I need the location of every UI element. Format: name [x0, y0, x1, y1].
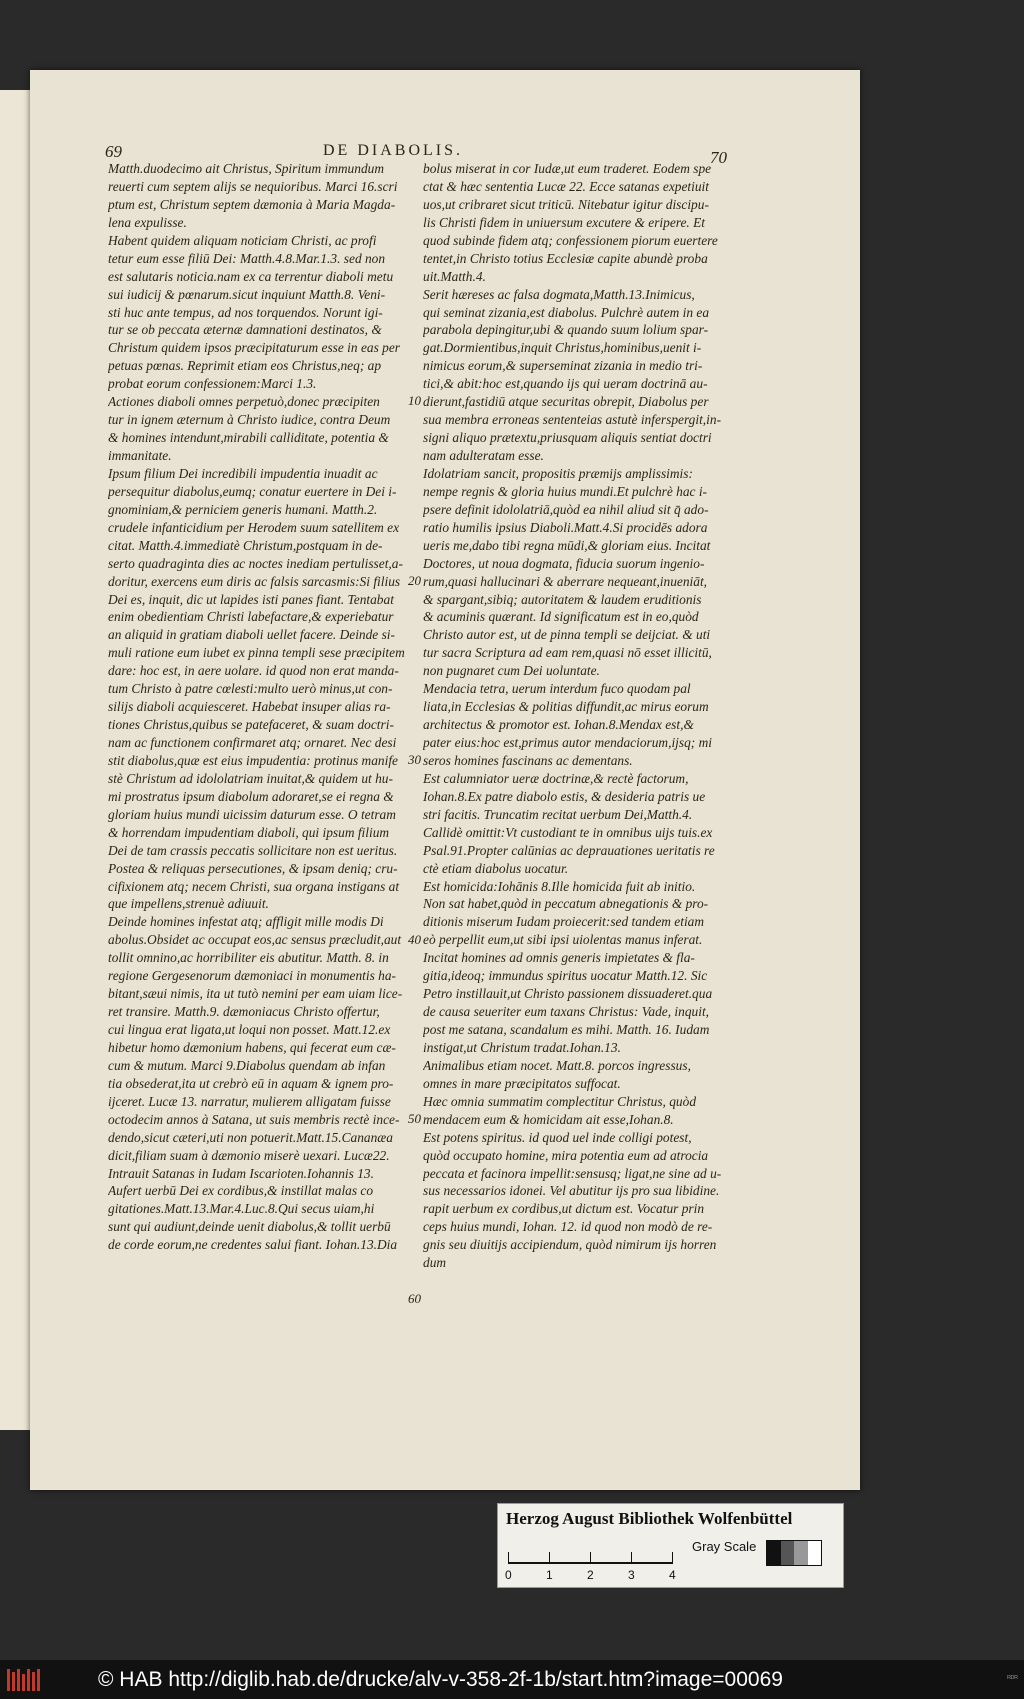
text-line: non pugnaret cum Dei uoluntate. [423, 663, 600, 679]
text-line: stè Christum ad idololatriam inuitat,& quidem ut hu- [108, 770, 393, 786]
text-line: liata,in Ecclesias & politias diffundit,ac mirus eorum [423, 699, 709, 715]
text-line: Doctores, ut noua dogmata, fiducia suorum ingenio- [423, 555, 705, 571]
text-line: Ipsum filium Dei incredibili impudentia inuadit ac [108, 465, 378, 481]
text-line: ratio humilis ipsius Diaboli.Matt.4.Si procidēs adora [423, 519, 708, 535]
text-column-right [423, 160, 723, 1272]
text-line: Psal.91.Propter calūnias ac deprauationes ueritatis re [423, 842, 715, 858]
text-line: Deinde homines infestat atq; affligit mille modis Di [108, 914, 384, 930]
scale-tick [549, 1552, 550, 1564]
text-line: gloriam huius mundi uicissim daturum esse. O tetram [108, 806, 396, 822]
text-line: Intrauit Satanas in Iudam Iscarioten.Iohannis 13. [108, 1165, 374, 1181]
text-line: nempe regnis & gloria huius mundi.Et pulchrè hac i- [423, 483, 708, 499]
text-line: Est potens spiritus. id quod uel inde colligi potest, [423, 1129, 692, 1145]
text-line: parabola depingitur,ubi & quando suum lolium spar- [423, 322, 709, 338]
text-line: rum,quasi hallucinari & aberrare nequeant,inueniāt, [423, 573, 708, 589]
text-line: dicit,filiam suam à dæmonio miserè uexari. Lucæ22. [108, 1147, 390, 1163]
text-line: Dei es, inquit, dic ut lapides isti panes fiant. Tentabat [108, 591, 394, 607]
margin-line-number: 10 [408, 393, 421, 408]
hab-logo-icon [4, 1666, 46, 1694]
text-line: Callidè omittit:Vt custodiant te in omnibus uijs tuis.ex [423, 824, 713, 840]
text-line: dendo,sicut cæteri,uti non potuerit.Matt.15.Cananæa [108, 1129, 393, 1145]
scale-label: 2 [587, 1568, 594, 1582]
margin-line-number: 30 [408, 752, 421, 767]
text-line: mi prostratus ipsum diabolum adoraret,se ei regna & [108, 788, 394, 804]
text-line: sua membra erroneas sententeias astutè inferspergit,in- [423, 412, 722, 428]
text-line: tiones Christus,quibus se patefaceret, & suam doctri- [108, 717, 394, 733]
color-calibration-card [497, 1503, 844, 1588]
gray-scale-label: Gray Scale [692, 1539, 757, 1554]
scale-tick [590, 1552, 591, 1564]
text-line: enim obedientiam Christi labefactare,& experiebatur [108, 609, 394, 625]
text-line: ceps huius mundi, Iohan. 12. id quod non modò de re- [423, 1219, 713, 1235]
text-line: bolus miserat in cor Iudæ,ut eum traderet. Eodem spe [423, 161, 712, 176]
text-line: de corde eorum,ne credentes salui fiant. Iohan.13.Dia [108, 1237, 398, 1253]
text-line: tur in ignem æternum à Christo iudice, contra Deum [108, 412, 391, 428]
scale-label: 1 [546, 1568, 553, 1582]
text-line: tur se ob peccata æternæ damnationi destinatos, & [108, 322, 382, 338]
footer-mark: ᴿᴰᴿ [1007, 1674, 1018, 1683]
footer-url[interactable]: © HAB http://diglib.hab.de/drucke/alv-v-358-2f-1b/start.htm?image=00069 [98, 1668, 783, 1691]
margin-line-number: 40 [408, 932, 421, 947]
gray-scale-swatch [766, 1540, 822, 1566]
text-line: & acuminis quærant. Id significatum est in eo,quòd [423, 609, 699, 625]
text-line: ptum est, Christum septem dæmonia à Maria Magda- [108, 196, 396, 212]
text-line: gnis seu diuitijs accipiendum, quòd nimirum ijs horren [423, 1237, 717, 1253]
text-line: gitia,ideoq; immundus spiritus uocatur Matth.12. Sic [423, 968, 708, 984]
footer-bar [0, 1660, 1024, 1699]
text-line: signi aliquo prætextu,priusquam aliquis sentiat doctri [423, 430, 712, 446]
text-line: Aufert uerbū Dei ex cordibus,& instillat malas co [108, 1183, 374, 1199]
text-line: omnes in mare præcipitatos suffocat. [423, 1075, 621, 1091]
text-line: gitationes.Matt.13.Mar.4.Luc.8.Qui secus uiam,hi [108, 1201, 375, 1217]
text-line: serto quadraginta dies ac noctes inediam pertulisset,a- [108, 555, 403, 571]
text-line: Christo autor est, ut de pinna templi se deijciat. & uti [423, 627, 711, 643]
text-line: Christum quidem ipsos præcipitaturum esse in eas per [108, 340, 400, 356]
text-line: Est calumniator ueræ doctrinæ,& rectè factorum, [423, 770, 689, 786]
card-title: Herzog August Bibliothek Wolfenbüttel [506, 1509, 793, 1528]
text-line: Incitat homines ad omnis generis impietates & fla- [423, 950, 695, 966]
text-line: instigat,ut Christum tradat.Iohan.13. [423, 1039, 621, 1055]
text-line: uit.Matth.4. [423, 268, 486, 284]
text-line: ctat & hæc sententia Lucæ 22. Ecce satanas expetiuit [423, 178, 709, 194]
text-line: tentet,in Christo totius Ecclesiæ capite abundè proba [423, 250, 708, 266]
text-line: cui lingua erat ligata,ut loqui non posset. Matt.12.ex [108, 1022, 391, 1037]
text-line: peccata et facinora impellit:sensusq; ligat,ne sine ad u- [423, 1165, 722, 1181]
text-line: Mendacia tetra, uerum interdum fuco quodam pal [423, 681, 691, 697]
text-line: lena expulisse. [108, 214, 187, 230]
text-line: crudele infanticidium per Herodem suum satellitem ex [108, 519, 400, 535]
text-line: quod subinde fidem atq; confessionem piorum euertere [423, 232, 718, 248]
text-line: & horrendam impudentiam diaboli, qui ipsum filium [108, 824, 390, 840]
scale-label: 4 [669, 1568, 676, 1582]
text-line: sunt qui audiunt,deinde uenit diabolus,& tollit uerbū [108, 1219, 391, 1235]
text-line: muli ratione eum iubet ex pinna templi sese præcipitem [108, 645, 405, 661]
text-line: mendacem eum & homicidam ait esse,Iohan.8. [423, 1111, 674, 1127]
text-line: pater eius:hoc est,primus autor mendaciorum,ijsq; mi [423, 735, 712, 750]
text-line: ret transire. Matth.9. dæmoniacus Christo offertur, [108, 1004, 380, 1020]
text-line: architectus & promotor est. Iohan.8.Mendax est,& [423, 717, 694, 733]
text-line: lis Christi fidem in uniuersum excutere & eripere. Et [423, 214, 706, 230]
text-line: persequitur diabolus,eumq; conatur euertere in Dei i- [108, 483, 397, 499]
text-line: Animalibus etiam nocet. Matt.8. porcos ingressus, [423, 1057, 691, 1073]
text-line: de causa seueriter eum taxans Christus: Vade, inquit, [423, 1004, 710, 1020]
scale-tick [672, 1552, 673, 1564]
text-line: Non sat habet,quòd in peccatum abnegationis & pro- [423, 896, 709, 912]
text-line: dierunt,fastidiū atque securitas obrepit, Diabolus per [423, 394, 709, 410]
text-line: Dei de tam crassis peccatis sollicitare non est ueritus. [108, 842, 398, 858]
text-line: stit diabolus,quæ est eius impudentia: protinus manife [108, 752, 399, 768]
text-line: dum [423, 1255, 447, 1271]
text-line: Hæc omnia summatim complectitur Christus, quòd [423, 1093, 697, 1109]
text-line: Idolatriam sancit, propositis præmijs amplissimis: [423, 465, 693, 481]
text-line: immanitate. [108, 448, 172, 463]
text-line: stri facitis. Truncatim recitat uerbum Dei,Matth.4. [423, 806, 693, 822]
text-line: post me satana, scandalum es mihi. Matth. 16. Iudam [423, 1022, 710, 1037]
page-number-right: 70 [710, 148, 727, 167]
facing-page-edge [0, 90, 30, 1430]
text-line: nimicus eorum,& superseminat zizania in medio tri- [423, 358, 703, 374]
text-line: regione Gergesenorum dæmoniaci in monumentis ha- [108, 968, 396, 984]
text-line: & spargant,sibiq; autoritatem & laudem eruditionis [423, 591, 702, 607]
text-line: Habent quidem aliquam noticiam Christi, ac profi [108, 232, 377, 248]
text-line: tur sacra Scriptura ad eam rem,quasi nō esset illicitū, [423, 645, 712, 661]
text-line: eò perpellit eum,ut sibi ipsi uiolentas manus inferat. [423, 932, 703, 948]
text-line: sui iudicij & pœnarum.sicut inquiunt Matth.8. Veni- [108, 286, 386, 302]
text-line: tollit omnino,ac horribiliter eis abutitur. Matth. 8. in [108, 950, 389, 966]
text-line: tici,& abit:hoc est,quando ijs qui ueram doctrinā au- [423, 376, 708, 392]
text-line: tetur eum esse filiū Dei: Matth.4.8.Mar.1.3. sed non [108, 250, 386, 266]
text-line: uos,ut cribraret sicut triticū. Nitebatur igitur discipu- [423, 196, 709, 212]
text-line: quòd occupato homine, mira potentia eum ad atrocia [423, 1147, 709, 1163]
text-line: petuas pœnas. Reprimit etiam eos Christus,neq; ap [108, 358, 382, 374]
text-line: reuerti cum septem alijs se nequioribus. Marci 16.scri [108, 178, 398, 194]
text-line: seros homines fascinans ac dementans. [423, 752, 633, 768]
text-line: Serit hæreses ac falsa dogmata,Matth.13.Inimicus, [423, 286, 695, 302]
text-line: gat.Dormientibus,inquit Christus,hominibus,uenit i- [423, 340, 702, 356]
text-line: tia obsederat,ita ut crebrò eū in aquam & ignem pro- [108, 1075, 394, 1091]
text-line: rapit uerbum ex cordibus,ut dictum est. Vocatur prin [423, 1201, 705, 1217]
text-line: bitant,sæui nimis, ita ut tutò nemini per eam uiam lice- [108, 986, 403, 1002]
scale-label: 3 [628, 1568, 635, 1582]
text-line: cum & mutum. Marci 9.Diabolus quendam ab infan [108, 1057, 386, 1073]
text-line: psere definit idololatriā,quòd ea nihil aliud sit q̄ ado- [423, 501, 709, 517]
text-column-left [108, 160, 408, 1254]
scale-label: 0 [505, 1568, 512, 1582]
margin-line-number: 60 [408, 1291, 421, 1306]
text-line: & homines intendunt,mirabili calliditate, potentia & [108, 430, 389, 446]
text-line: Matth.duodecimo ait Christus, Spiritum immundum [108, 161, 384, 176]
text-line: ueris me,dabo tibi regna mūdi,& gloriam eius. Incitat [423, 537, 711, 553]
page-number-left: 69 [105, 142, 122, 161]
text-line: citat. Matth.4.immediatè Christum,postquam in de- [108, 537, 383, 553]
text-line: cifixionem atq; necem Christi, sua organa instigans at [108, 878, 400, 894]
text-line: que impellens,strenuè adiuuit. [108, 896, 269, 912]
text-line: Postea & reliquas persecutiones, & ipsam deniq; cru- [108, 860, 398, 876]
text-line: nam ac functionem confirmaret atq; ornaret. Nec desi [108, 735, 397, 750]
scale-tick [508, 1552, 509, 1564]
text-line: hibetur homo dæmonium habens, qui fecerat eum cæ- [108, 1039, 396, 1055]
text-line: nam adulteratam esse. [423, 448, 544, 463]
text-line: sus necessarios idonei. Vel abutitur ijs pro sua libidine. [423, 1183, 720, 1199]
text-line: est salutaris noticia.nam ex ca terrentur diaboli metu [108, 268, 394, 284]
text-line: ijceret. Lucæ 13. narratur, mulierem alligatam fuisse [108, 1093, 391, 1109]
text-line: octodecim annos à Satana, ut suis membris rectè ince- [108, 1111, 400, 1127]
text-line: dare: hoc est, in aere uolare. id quod non erat manda- [108, 663, 399, 679]
text-line: abolus.Obsidet ac occupat eos,ac sensus præcludit,aut [108, 932, 402, 948]
text-line: ditionis miserum Iudam proiecerit:sed tandem etiam [423, 914, 705, 930]
margin-line-number: 20 [408, 573, 421, 588]
text-line: gnominiam,& perniciem generis humani. Matth.2. [108, 501, 378, 517]
text-line: sti huc ante tempus, ad nos torquendos. Norunt igi- [108, 304, 383, 320]
text-line: Iohan.8.Ex patre diabolo estis, & desideria patris ue [423, 788, 706, 804]
text-line: silijs diaboli acquiesceret. Habebat insuper alias ra- [108, 699, 391, 715]
margin-line-number: 50 [408, 1111, 421, 1126]
text-line: an aliquid in gratiam diaboli uellet facere. Deinde si- [108, 627, 395, 643]
scale-tick [631, 1552, 632, 1564]
text-line: Est homicida:Iohānis 8.Ille homicida fuit ab initio. [423, 878, 696, 894]
text-line: probat eorum confessionem:Marci 1.3. [108, 376, 317, 392]
text-line: Petro instillauit,ut Christo passionem dissuaderet.qua [423, 986, 713, 1002]
text-line: doritur, exercens eum diris ac falsis sarcasmis:Si filius [108, 573, 401, 589]
text-line: qui seminat zizania,est diabolus. Pulchrè autem in ea [423, 304, 710, 320]
text-line: ctè etiam diabolus uocatur. [423, 860, 569, 876]
running-title: DE DIABOLIS. [323, 142, 463, 159]
text-line: Actiones diaboli omnes perpetuò,donec præcipiten [108, 394, 380, 410]
text-line: tum Christo à patre cœlesti:multo uerò minus,ut con- [108, 681, 393, 697]
